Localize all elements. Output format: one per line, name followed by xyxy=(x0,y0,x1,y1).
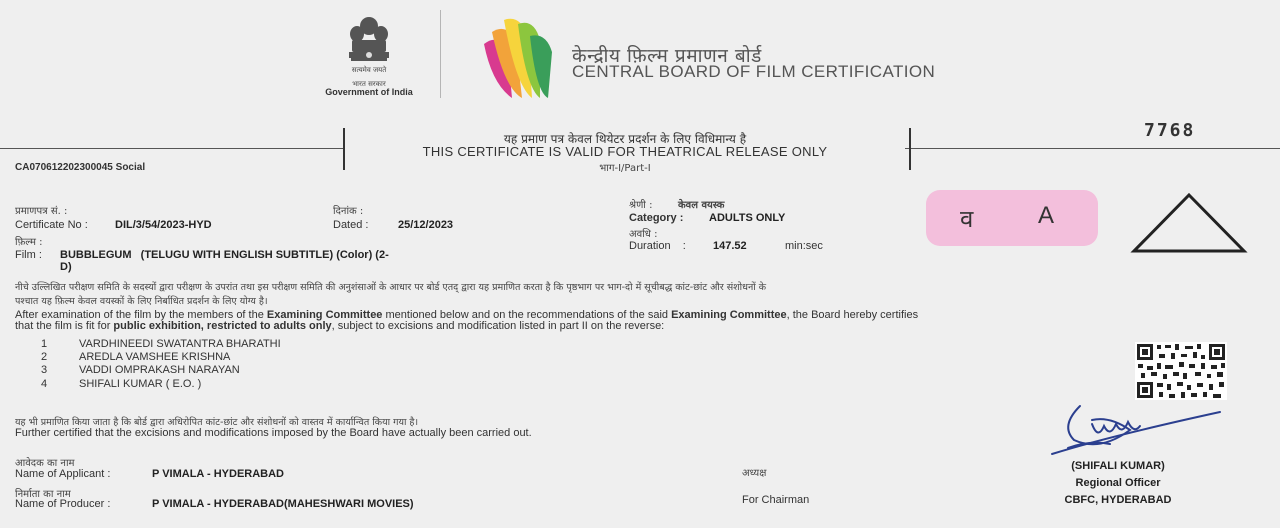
duration-label-hindi: अवधि : xyxy=(629,229,658,240)
statement-english-line2: that the film is fit for public exhibition, restricted to adults only, subject to excisions and modification listed in part II on the reverse: xyxy=(15,320,665,332)
producer-label-hindi: निर्माता का नाम xyxy=(15,489,71,500)
committee-number: 1 xyxy=(41,338,48,350)
film-title-line2: D) xyxy=(60,261,72,273)
committee-member: VARDHINEEDI SWATANTRA BHARATHI xyxy=(79,338,281,350)
reference-number: CA070612202300045 Social xyxy=(15,162,146,173)
film-label-hindi: फ़िल्म : xyxy=(15,237,43,248)
committee-number: 2 xyxy=(41,351,48,363)
rating-english: A xyxy=(1038,202,1055,229)
committee-member: SHIFALI KUMAR ( E.O. ) xyxy=(79,378,202,390)
date-label: Dated : xyxy=(333,219,369,231)
committee-member: AREDLA VAMSHEE KRISHNA xyxy=(79,351,231,363)
category-label-hindi: श्रेणी : xyxy=(629,200,653,211)
emblem-country-hindi: भारत सरकार xyxy=(352,80,386,88)
board-title-english: CENTRAL BOARD OF FILM CERTIFICATION xyxy=(572,62,936,81)
for-chairman-label: For Chairman xyxy=(742,494,810,506)
officer-office: CBFC, HYDERABAD xyxy=(1064,494,1172,506)
header-divider xyxy=(440,10,441,98)
category-value: ADULTS ONLY xyxy=(709,212,786,224)
part-label: भाग-I/Part-I xyxy=(599,163,651,174)
date-label-hindi: दिनांक : xyxy=(333,206,364,217)
film-title-line1: BUBBLEGUM (TELUGU WITH ENGLISH SUBTITLE) (Color) (2- xyxy=(60,249,389,261)
duration-value: 147.52 xyxy=(713,240,747,252)
applicant-label-hindi: आवेदक का नाम xyxy=(15,458,75,469)
certificate-no-value: DIL/3/54/2023-HYD xyxy=(115,219,212,231)
statement-english-line1: After examination of the film by the members of the Examining Committee mentioned below and on the recommendations of the said Examining Committee, the Board hereby certifies xyxy=(15,309,919,321)
producer-label: Name of Producer : xyxy=(15,498,111,510)
category-label: Category : xyxy=(629,212,684,224)
committee-number: 4 xyxy=(41,378,48,390)
duration-label: Duration : xyxy=(629,240,686,252)
certificate-no-label: Certificate No : xyxy=(15,219,88,231)
committee-number: 3 xyxy=(41,364,48,376)
validity-text-english: THIS CERTIFICATE IS VALID FOR THEATRICAL RELEASE ONLY xyxy=(422,144,828,159)
government-of-india-emblem xyxy=(316,14,422,104)
rating-badge xyxy=(926,190,1098,246)
further-certified-english: Further certified that the excisions and modifications imposed by the Board have actually been carried out. xyxy=(15,427,532,439)
cbfc-logo-icon xyxy=(478,14,558,98)
adult-triangle-icon xyxy=(1130,192,1248,254)
officer-title: Regional Officer xyxy=(1075,477,1161,489)
qr-code-icon xyxy=(1135,342,1227,400)
officer-signature-icon xyxy=(1040,396,1230,466)
certificate-no-label-hindi: प्रमाणपत्र सं. : xyxy=(15,206,68,217)
committee-member: VADDI OMPRAKASH NARAYAN xyxy=(79,364,240,376)
serial-number: 7768 xyxy=(1144,120,1196,141)
category-value-hindi: केवल वयस्क xyxy=(678,200,725,211)
emblem-motto: सत्यमेव जयते xyxy=(351,66,387,74)
applicant-value: P VIMALA - HYDERABAD xyxy=(152,468,285,480)
validity-text-hindi: यह प्रमाण पत्र केवल थियेटर प्रदर्शन के लिए विधिमान्य है xyxy=(503,132,747,146)
board-title-hindi: केन्द्रीय फ़िल्म प्रमाणन बोर्ड xyxy=(572,45,762,67)
officer-name: (SHIFALI KUMAR) xyxy=(1071,460,1165,472)
applicant-label: Name of Applicant : xyxy=(15,468,111,480)
statement-hindi-line2: पश्चात यह फ़िल्म केवल वयस्कों के लिए निर्बाधित प्रदर्शन के लिए योग्य है। xyxy=(15,296,268,307)
chairman-label-hindi: अध्यक्ष xyxy=(742,468,767,479)
emblem-caption: Government of India xyxy=(325,87,413,97)
date-value: 25/12/2023 xyxy=(398,219,454,231)
statement-hindi-line1: नीचे उल्लिखित परीक्षण समिति के सदस्यों द्वारा परीक्षण के उपरांत तथा इस परीक्षण समिति की अनुशंसाओं के आधार पर बोर्ड एतद् द्वारा यह प्रमाणित करता है कि पृष्ठभाग पर भाग-दो में सूचीबद्ध कांट-छांट और संशोधनों के xyxy=(15,282,766,293)
film-label: Film : xyxy=(15,249,42,261)
producer-value: P VIMALA - HYDERABAD(MAHESHWARI MOVIES) xyxy=(152,498,414,510)
further-certified-hindi: यह भी प्रमाणित किया जाता है कि बोर्ड द्वारा अधिरोपित कांट-छांट और संशोधनों को वास्तव में कार्यान्वित किया गया है। xyxy=(15,417,419,428)
rating-hindi: व xyxy=(960,205,974,233)
duration-unit: min:sec xyxy=(785,240,823,252)
